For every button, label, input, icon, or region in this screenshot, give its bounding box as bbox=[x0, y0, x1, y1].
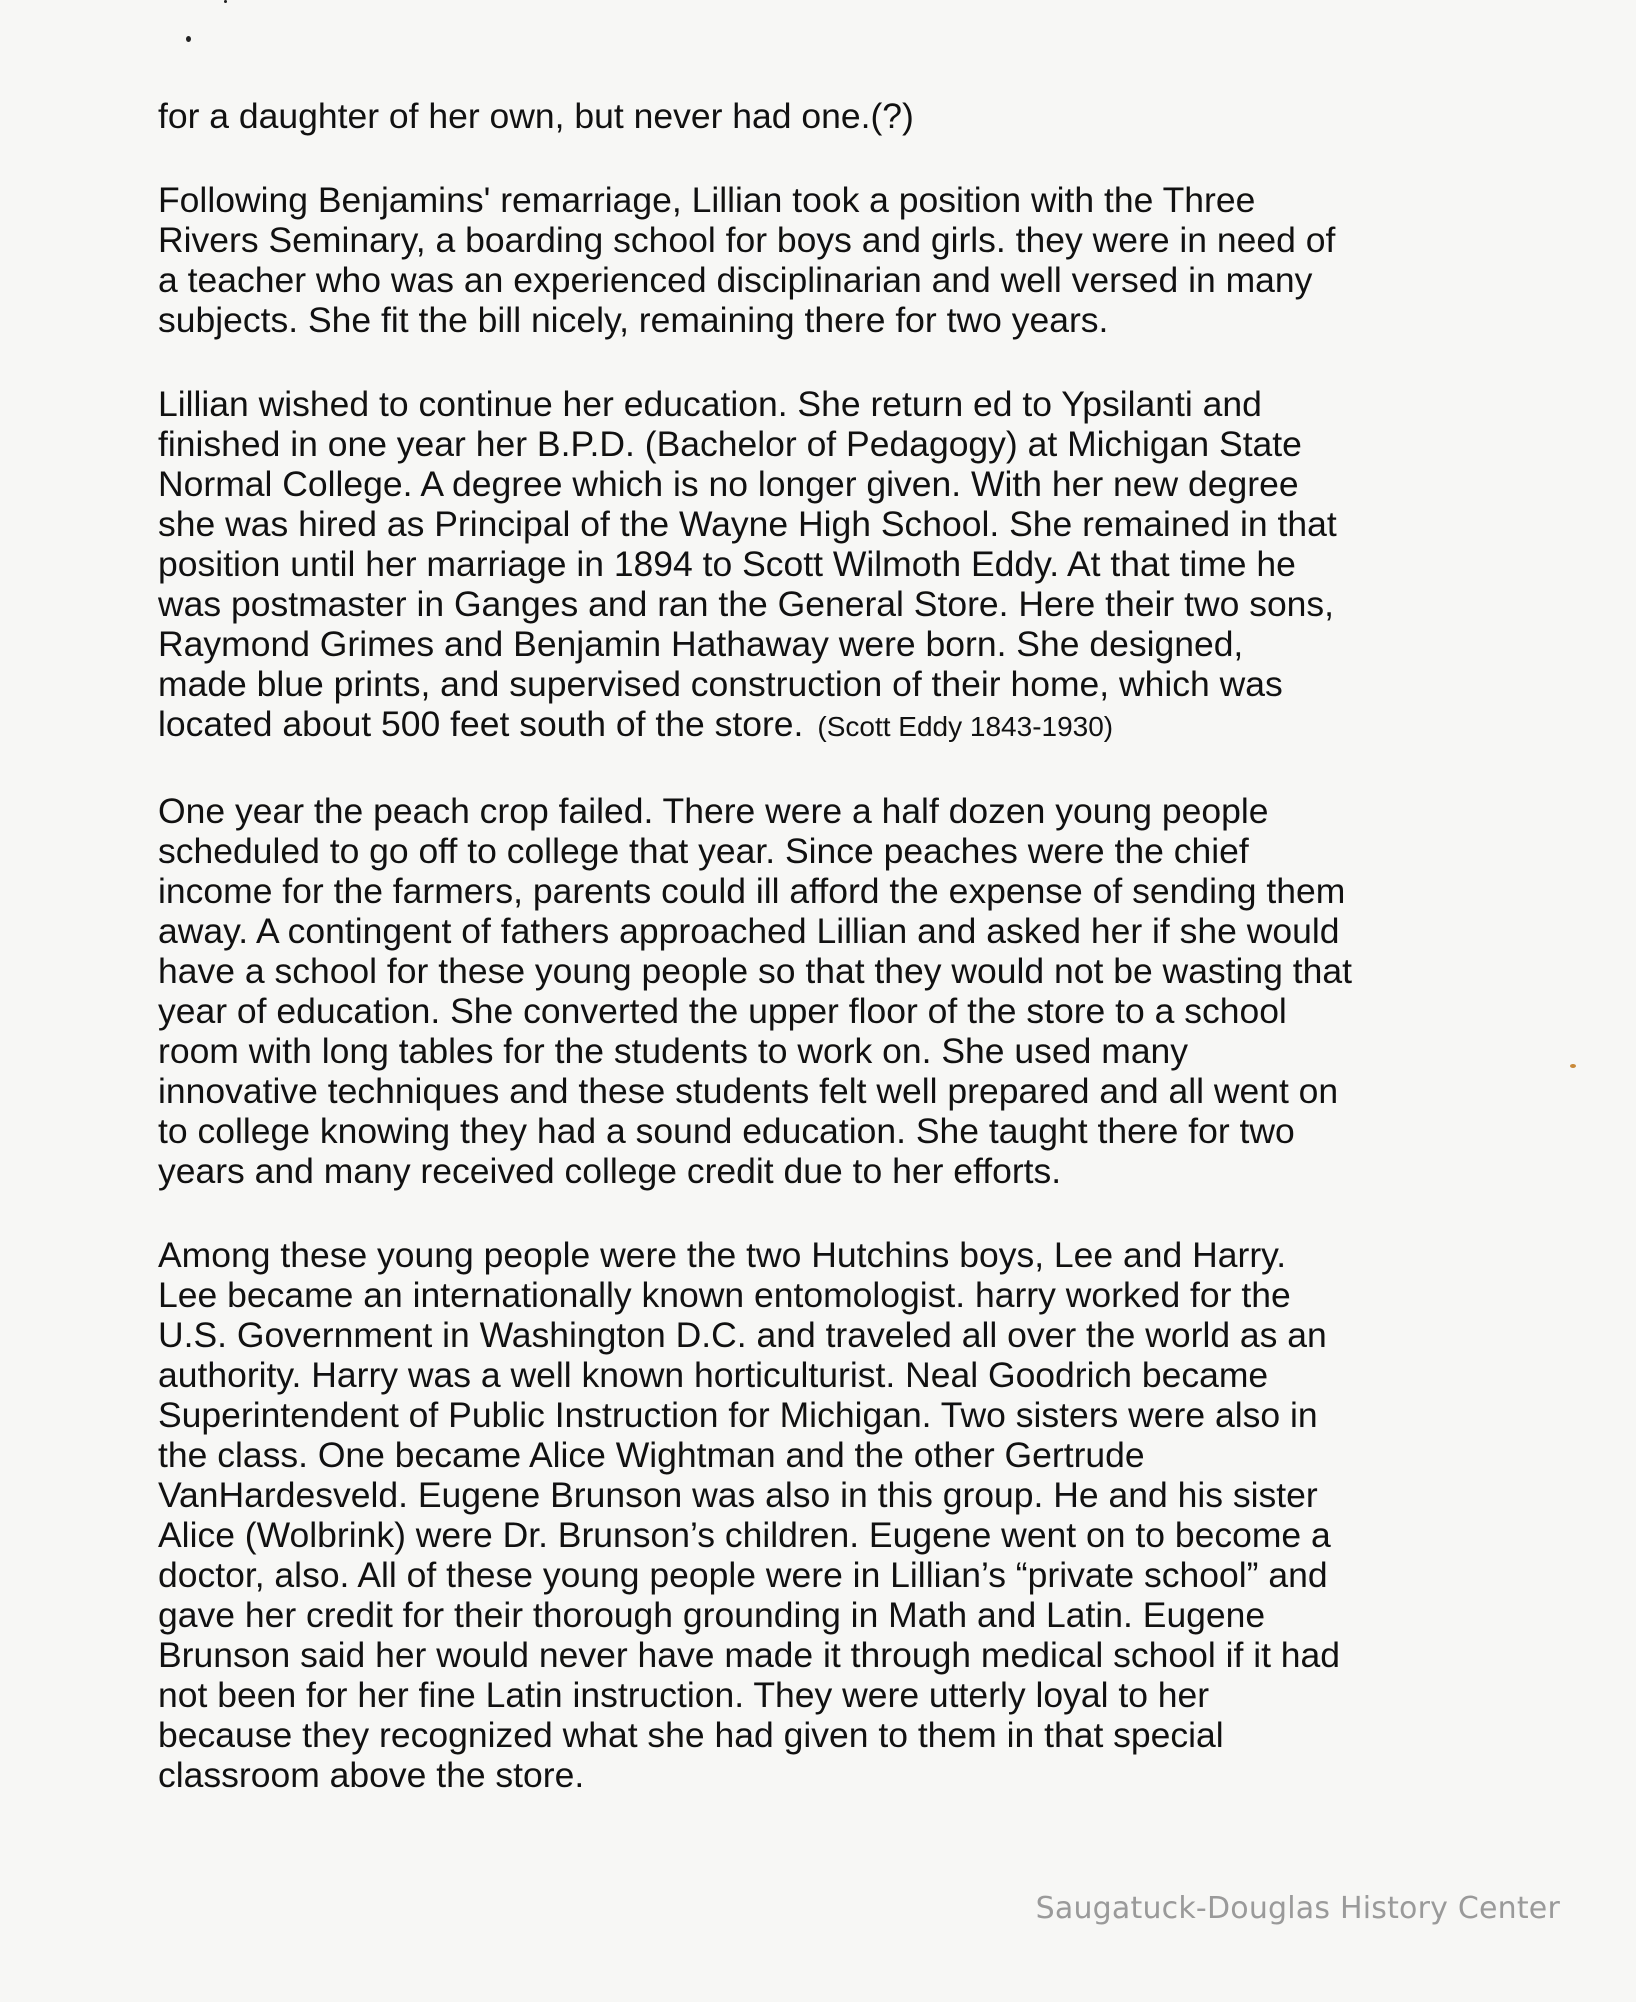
text-line: was postmaster in Ganges and ran the General Store. Here their two sons, bbox=[158, 584, 1335, 624]
text-line: the class. One became Alice Wightman and the other Gertrude bbox=[158, 1435, 1145, 1475]
text-line: gave her credit for their thorough grounding in Math and Latin. Eugene bbox=[158, 1595, 1266, 1635]
history-center-watermark: Saugatuck-Douglas History Center bbox=[1035, 1891, 1560, 1926]
text-line: U.S. Government in Washington D.C. and traveled all over the world as an bbox=[158, 1315, 1327, 1355]
ink-speck bbox=[186, 36, 191, 42]
text-line: One year the peach crop failed. There were a half dozen young people bbox=[158, 791, 1269, 831]
paragraph bbox=[158, 791, 1458, 1191]
text-line: Normal College. A degree which is no longer given. With her new degree bbox=[158, 464, 1299, 504]
text-line: Lillian wished to continue her education. She return ed to Ypsilanti and bbox=[158, 384, 1262, 424]
text-line: income for the farmers, parents could ill afford the expense of sending them bbox=[158, 871, 1346, 911]
text-line: Among these young people were the two Hutchins boys, Lee and Harry. bbox=[158, 1235, 1287, 1275]
text-line: a teacher who was an experienced disciplinarian and well versed in many bbox=[158, 260, 1313, 300]
text-line-content: located about 500 feet south of the store. bbox=[158, 704, 804, 744]
ink-speck bbox=[224, 0, 227, 3]
text-line: authority. Harry was a well known horticulturist. Neal Goodrich became bbox=[158, 1355, 1269, 1395]
text-line: year of education. She converted the upper floor of the store to a school bbox=[158, 991, 1287, 1031]
text-line: Brunson said her would never have made it through medical school if it had bbox=[158, 1635, 1341, 1675]
text-line: Following Benjamins' remarriage, Lillian took a position with the Three bbox=[158, 180, 1256, 220]
text-line: for a daughter of her own, but never had one.(?) bbox=[158, 96, 914, 136]
paragraph bbox=[158, 180, 1458, 340]
ink-speck bbox=[1570, 1064, 1576, 1068]
text-line: doctor, also. All of these young people were in Lillian’s “private school” and bbox=[158, 1555, 1328, 1595]
text-line: innovative techniques and these students felt well prepared and all went on bbox=[158, 1071, 1339, 1111]
text-line: years and many received college credit due to her efforts. bbox=[158, 1151, 1062, 1191]
text-line: have a school for these young people so that they would not be wasting that bbox=[158, 951, 1352, 991]
paragraph bbox=[158, 1235, 1458, 1795]
document-body bbox=[158, 96, 1458, 1839]
text-line: made blue prints, and supervised construction of their home, which was bbox=[158, 664, 1283, 704]
text-line: finished in one year her B.P.D. (Bachelor of Pedagogy) at Michigan State bbox=[158, 424, 1302, 464]
text-line bbox=[158, 704, 1458, 747]
text-line: Raymond Grimes and Benjamin Hathaway were born. She designed, bbox=[158, 624, 1244, 664]
text-line: Rivers Seminary, a boarding school for boys and girls. they were in need of bbox=[158, 220, 1336, 260]
text-line: not been for her fine Latin instruction. They were utterly loyal to her bbox=[158, 1675, 1210, 1715]
text-line: position until her marriage in 1894 to Scott Wilmoth Eddy. At that time he bbox=[158, 544, 1296, 584]
text-line: Lee became an internationally known entomologist. harry worked for the bbox=[158, 1275, 1291, 1315]
text-line: to college knowing they had a sound education. She taught there for two bbox=[158, 1111, 1295, 1151]
text-line: subjects. She fit the bill nicely, remaining there for two years. bbox=[158, 300, 1109, 340]
date-note: (Scott Eddy 1843-1930) bbox=[817, 711, 1114, 742]
text-line: Superintendent of Public Instruction for Michigan. Two sisters were also in bbox=[158, 1395, 1318, 1435]
text-line: room with long tables for the students to work on. She used many bbox=[158, 1031, 1189, 1071]
text-line: Alice (Wolbrink) were Dr. Brunson’s children. Eugene went on to become a bbox=[158, 1515, 1331, 1555]
text-line: she was hired as Principal of the Wayne High School. She remained in that bbox=[158, 504, 1337, 544]
text-line: because they recognized what she had given to them in that special bbox=[158, 1715, 1224, 1755]
paragraph bbox=[158, 384, 1458, 747]
paragraph bbox=[158, 96, 1458, 136]
text-line: scheduled to go off to college that year. Since peaches were the chief bbox=[158, 831, 1249, 871]
text-line: classroom above the store. bbox=[158, 1755, 585, 1795]
text-line: VanHardesveld. Eugene Brunson was also in this group. He and his sister bbox=[158, 1475, 1318, 1515]
text-line: away. A contingent of fathers approached Lillian and asked her if she would bbox=[158, 911, 1340, 951]
